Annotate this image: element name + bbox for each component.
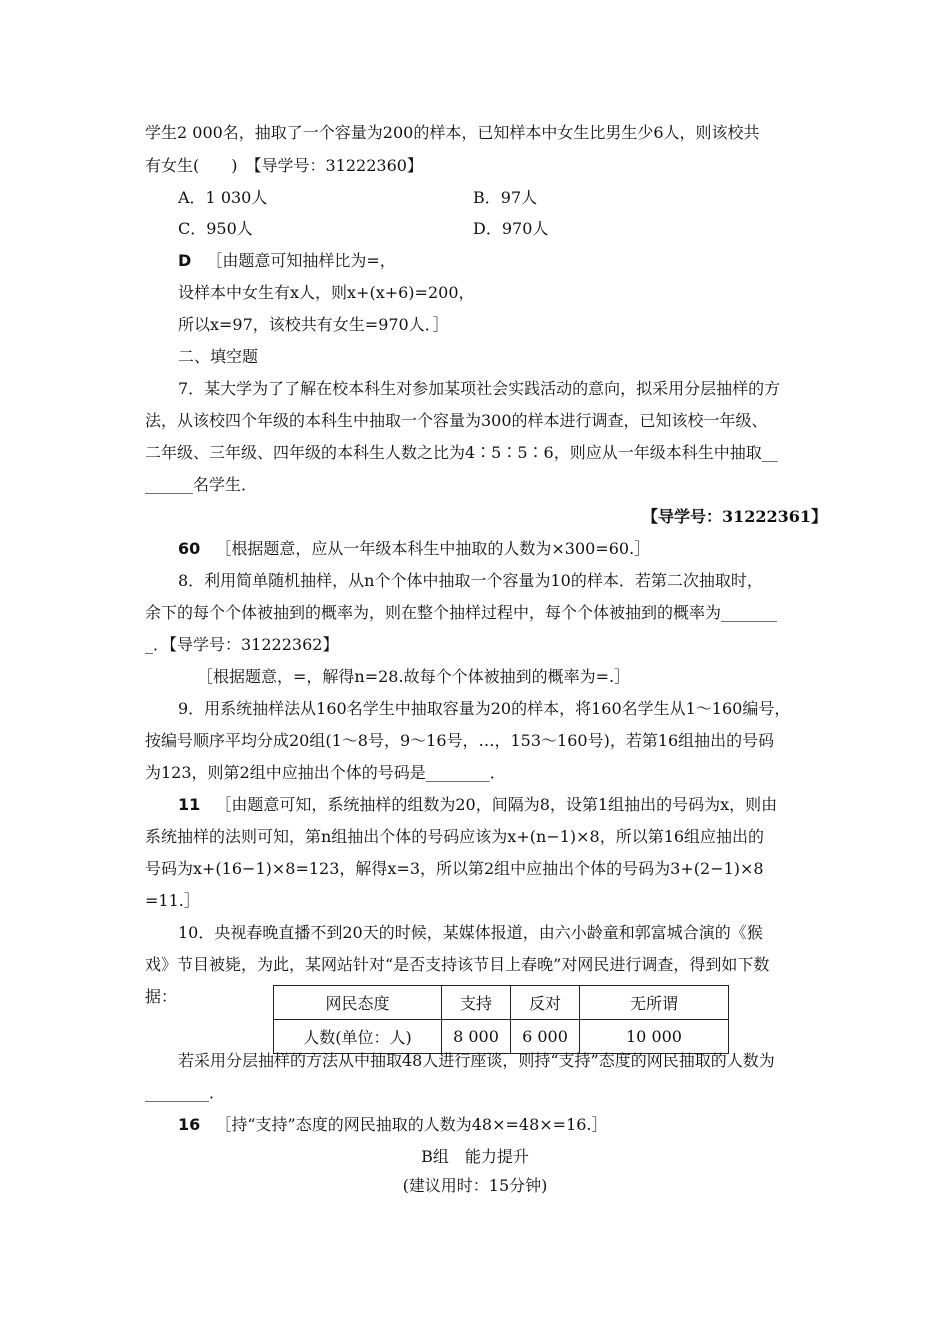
q7-line4: ______名学生． (145, 475, 258, 494)
q10-solution (178, 1114, 608, 1136)
q9-solution-2: 系统抽样的法则可知，第n组抽出个体的号码应该为x+(n−1)×8，所以第16组应抽出的 (145, 827, 765, 846)
table-cell: 8 000 (442, 1020, 511, 1054)
table-header-cell: 支持 (442, 986, 511, 1020)
q6-answer: D (178, 251, 192, 270)
q6-option-b: B．97人 (473, 188, 538, 207)
q8-line3: _．【导学号：31222362】 (145, 635, 339, 654)
q6-solution-2: 设样本中女生有x人，则x+(x+6)=200， (178, 283, 475, 302)
q9-line2: 按编号顺序平均分成20组(1～8号，9～16号，…，153～160号)，若第16组抽出的号码 (145, 731, 775, 750)
q6-solution-text: ［由题意可知抽样比为=， (206, 251, 396, 270)
q7-line1: 7．某大学为了了解在校本科生对参加某项社会实践活动的意向，拟采用分层抽样的方 (178, 379, 781, 398)
q6-solution-3: 所以x=97，该校共有女生=970人．］ (178, 315, 449, 334)
q10-line2: 戏》节目被毙，为此，某网站针对“是否支持该节目上春晚”对网民进行调查，得到如下数 (145, 955, 770, 974)
q9-solution-3: 号码为x+(16−1)×8=123，解得x=3，所以第2组中应抽出个体的号码为3+(2−1)×8 (145, 859, 764, 878)
q9-solution-text: ［由题意可知，系统抽样的组数为20，间隔为8，设第1组抽出的号码为x，则由 (215, 795, 778, 814)
q6-line1: 学生2 000名，抽取了一个容量为200的样本，已知样本中女生比男生少6人，则该校共 (145, 123, 760, 142)
q7-line2: 法，从该校四个年级的本科生中抽取一个容量为300的样本进行调查，已知该校一年级、 (145, 411, 768, 430)
table-cell: 6 000 (511, 1020, 580, 1054)
table-cell: 10 000 (580, 1020, 729, 1054)
q8-solution: ［根据题意，=，解得n=28.故每个个体被抽到的概率为=.］ (197, 667, 631, 686)
table-header-row (274, 986, 729, 1020)
q6-line2: 有女生( ) 【导学号：31222360】 (145, 156, 423, 175)
q6-solution-1 (178, 250, 396, 272)
table-cell: 人数(单位：人) (274, 1020, 442, 1054)
group-b-title: B组 能力提升 (421, 1147, 529, 1166)
q7-answer: 60 (178, 539, 201, 558)
q9-line1: 9．用系统抽样法从160名学生中抽取容量为20的样本，将160名学生从1～160编号， (178, 699, 791, 718)
section-heading: 二、填空题 (178, 347, 259, 366)
table-row (274, 1020, 729, 1054)
survey-table (273, 985, 729, 1054)
q9-solution-4: =11.］ (145, 891, 200, 910)
q6-option-c: C．950人 (178, 219, 253, 238)
q10-line5: ________． (145, 1083, 226, 1102)
q10-line1: 10．央视春晚直播不到20天的时候，某媒体报道，由六小龄童和郭富城合演的《猴 (178, 923, 763, 942)
q7-reference: 【导学号：31222361】 (642, 507, 828, 526)
q7-line3: 二年级、三年级、四年级的本科生人数之比为4∶5∶5∶6，则应从一年级本科生中抽取__ (145, 443, 778, 462)
q7-solution (178, 538, 650, 560)
q9-solution-1 (178, 794, 777, 816)
q10-line3: 据： (145, 987, 178, 1006)
q10-solution-text: ［持“支持”态度的网民抽取的人数为48×=48×=16.］ (215, 1115, 608, 1134)
q6-option-d: D．970人 (473, 219, 549, 238)
q6-option-a: A．1 030人 (178, 188, 268, 207)
table-header-cell: 反对 (511, 986, 580, 1020)
q10-answer: 16 (178, 1115, 201, 1134)
table-header-cell: 网民态度 (274, 986, 442, 1020)
q9-answer: 11 (178, 795, 201, 814)
q8-line2: 余下的每个个体被抽到的概率为，则在整个抽样过程中，每个个体被抽到的概率为_______ (145, 603, 778, 622)
q10-line4: 若采用分层抽样的方法从中抽取48人进行座谈，则持“支持”态度的网民抽取的人数为 (178, 1051, 775, 1070)
group-b-time: (建议用时：15分钟) (402, 1176, 548, 1195)
q7-solution-text: ［根据题意，应从一年级本科生中抽取的人数为×300=60.］ (215, 539, 651, 558)
q8-line1: 8．利用简单随机抽样，从n个个体中抽取一个容量为10的样本．若第二次抽取时， (178, 571, 763, 590)
table-header-cell: 无所谓 (580, 986, 729, 1020)
q9-line3: 为123，则第2组中应抽出个体的号码是________． (145, 763, 506, 782)
